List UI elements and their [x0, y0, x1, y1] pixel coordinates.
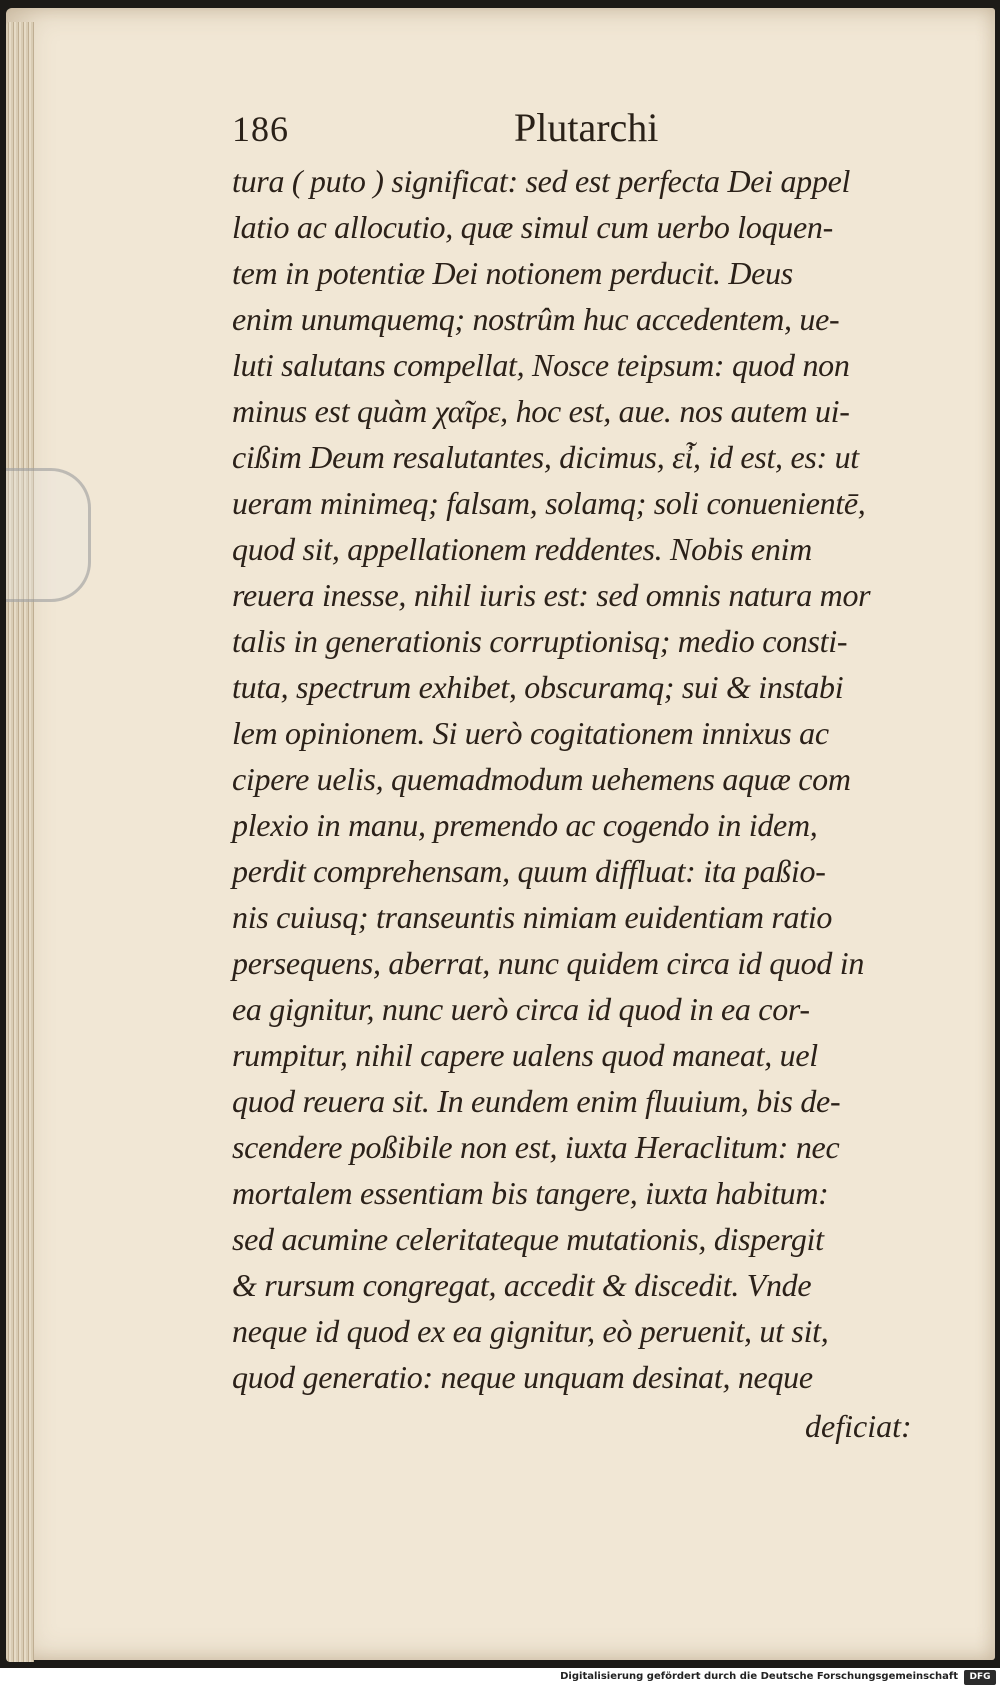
text-line: minus est quàm χαῖρε, hoc est, aue. nos autem ui-: [232, 393, 850, 429]
text-line: plexio in manu, premendo ac cogendo in idem,: [232, 807, 818, 843]
text-line: tem in potentiæ Dei notionem perducit. Deus: [232, 255, 793, 291]
text-line: tuta, spectrum exhibet, obscuramq; sui & instabi: [232, 669, 844, 705]
text-line: cipere uelis, quemadmodum uehemens aquæ com: [232, 761, 851, 797]
footer-bar: [0, 1668, 1000, 1689]
footer-credit: Digitalisierung gefördert durch die Deutsche Forschungsgemeinschaft: [560, 1671, 958, 1682]
text-line: latio ac allocutio, quæ simul cum uerbo loquen-: [232, 209, 833, 245]
text-line: quod generatio: neque unquam desinat, neque: [232, 1359, 813, 1395]
text-line: ueram minimeq; falsam, solamq; soli conuenientē,: [232, 485, 866, 521]
text-line: talis in generationis corruptionisq; medio consti-: [232, 623, 848, 659]
text-line: lem opinionem. Si uerò cogitationem innixus ac: [232, 715, 829, 751]
body-text: [232, 158, 932, 1400]
catchword: deficiat:: [805, 1408, 912, 1444]
text-line: & rursum congregat, accedit & discedit. Vnde: [232, 1267, 812, 1303]
page-clip: [6, 468, 91, 602]
text-line: quod sit, appellationem reddentes. Nobis enim: [232, 531, 812, 567]
page-number: 186: [232, 109, 289, 149]
page-header: [232, 104, 932, 154]
text-line: tura ( puto ) significat: sed est perfecta Dei appel: [232, 163, 851, 199]
text-line: scendere poßibile non est, iuxta Heraclitum: nec: [232, 1129, 840, 1165]
text-line: enim unumquemq; nostrûm huc accedentem, ue-: [232, 301, 840, 337]
text-line: mortalem essentiam bis tangere, iuxta habitum:: [232, 1175, 829, 1211]
text-line: ea gignitur, nunc uerò circa id quod in ea cor-: [232, 991, 810, 1027]
page-edges: [6, 22, 34, 1662]
text-line: quod reuera sit. In eundem enim fluuium, bis de-: [232, 1083, 841, 1119]
text-line: nis cuiusq; transeuntis nimiam euidentiam ratio: [232, 899, 833, 935]
text-line: sed acumine celeritateque mutationis, dispergit: [232, 1221, 824, 1257]
text-line: luti salutans compellat, Nosce teipsum: quod non: [232, 347, 850, 383]
text-line: persequens, aberrat, nunc quidem circa id quod in: [232, 945, 865, 981]
text-line: rumpitur, nihil capere ualens quod maneat, uel: [232, 1037, 818, 1073]
text-line: perdit comprehensam, quum diffluat: ita paßio-: [232, 853, 826, 889]
running-head: Plutarchi: [514, 105, 659, 150]
dfg-logo: DFG: [964, 1670, 996, 1685]
text-line: cißim Deum resalutantes, dicimus, εἶ, id est, es: ut: [232, 439, 859, 475]
text-line: neque id quod ex ea gignitur, eò peruenit, ut sit,: [232, 1313, 829, 1349]
text-line: reuera inesse, nihil iuris est: sed omnis natura mor: [232, 577, 871, 613]
